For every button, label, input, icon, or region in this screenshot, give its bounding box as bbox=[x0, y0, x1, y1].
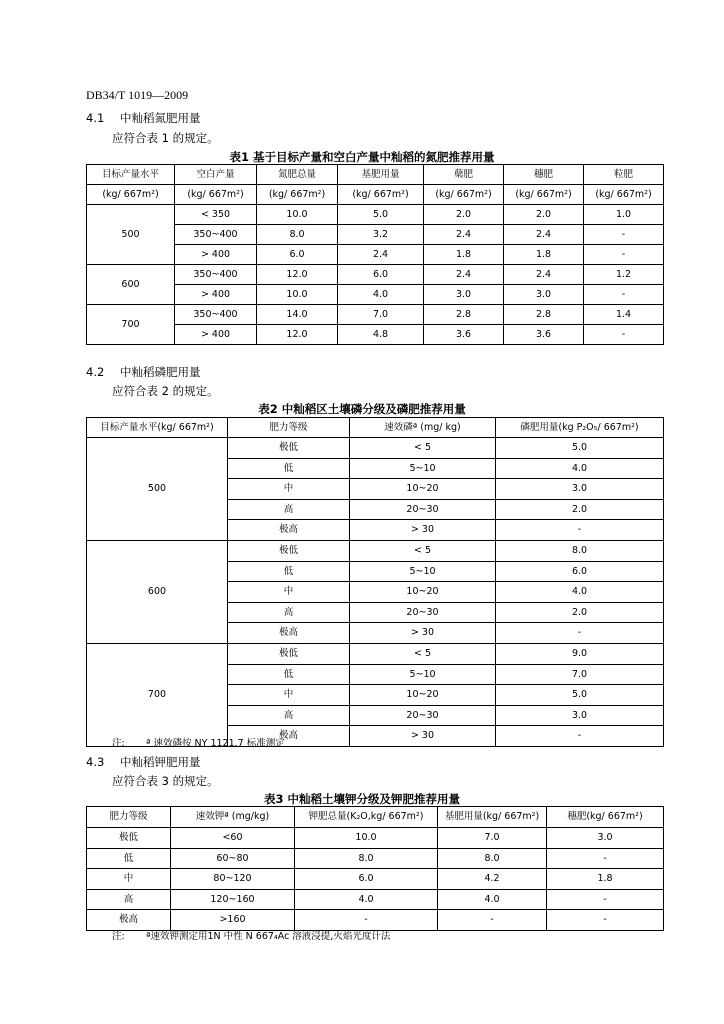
section-4-1-heading bbox=[86, 110, 201, 126]
table2-header-cell: 肥力等级 bbox=[228, 418, 350, 438]
table-cell: 4.0 bbox=[338, 285, 424, 305]
target-yield-level: 600 bbox=[87, 540, 228, 643]
section-number: 4.1 bbox=[86, 111, 105, 125]
table-cell: 6.0 bbox=[496, 561, 664, 582]
table3-caption: 表3 中籼稻土壤钾分级及钾肥推荐用量 bbox=[263, 792, 460, 806]
table-cell: 4.0 bbox=[496, 582, 664, 603]
table-cell: 4.0 bbox=[438, 889, 547, 910]
section-4-2-heading bbox=[86, 364, 201, 380]
section-number: 4.2 bbox=[86, 365, 105, 379]
section-4-1-text: 应符合表 1 的规定。 bbox=[112, 131, 219, 145]
table-row bbox=[87, 265, 664, 285]
table-cell: 极高 bbox=[228, 520, 350, 541]
section-title: 中籼稻氮肥用量 bbox=[120, 111, 201, 125]
table-cell: - bbox=[584, 325, 664, 345]
document-code: DB34/T 1019—2009 bbox=[86, 88, 189, 102]
table-cell: 10~20 bbox=[350, 582, 496, 603]
table-cell: - bbox=[547, 910, 664, 931]
table-cell: - bbox=[438, 910, 547, 931]
table-cell: - bbox=[584, 245, 664, 265]
table-cell: > 30 bbox=[350, 726, 496, 747]
table-cell: - bbox=[496, 520, 664, 541]
table-cell: 2.0 bbox=[424, 205, 504, 225]
table-cell: 2.4 bbox=[424, 265, 504, 285]
table-cell: 中 bbox=[228, 479, 350, 500]
table-cell: 7.0 bbox=[438, 828, 547, 849]
target-yield-level: 500 bbox=[87, 438, 228, 541]
table-cell: 1.0 bbox=[584, 205, 664, 225]
table-cell: 高 bbox=[87, 889, 171, 910]
table-cell: 低 bbox=[228, 561, 350, 582]
table-cell: - bbox=[547, 848, 664, 869]
table-cell: 5.0 bbox=[338, 205, 424, 225]
table-row bbox=[87, 305, 664, 325]
note-label: 注: bbox=[112, 931, 125, 942]
table-cell: 高 bbox=[228, 499, 350, 520]
table-cell: 10.0 bbox=[257, 205, 338, 225]
table3-header-cell: 穗肥(kg/ 667m²) bbox=[547, 807, 664, 828]
table-row bbox=[87, 540, 664, 561]
table1-unit-cell: (kg/ 667m²) bbox=[504, 185, 584, 205]
table-cell: 1.8 bbox=[547, 869, 664, 890]
table-cell: 6.0 bbox=[295, 869, 438, 890]
table-cell: 120~160 bbox=[171, 889, 295, 910]
table-cell: 2.8 bbox=[424, 305, 504, 325]
table-cell: < 5 bbox=[350, 438, 496, 459]
table-cell: 高 bbox=[228, 602, 350, 623]
table-cell: 极高 bbox=[228, 623, 350, 644]
table-cell: 350~400 bbox=[175, 305, 257, 325]
table-cell: 350~400 bbox=[175, 265, 257, 285]
section-number: 4.3 bbox=[86, 755, 105, 769]
table-cell: 6.0 bbox=[338, 265, 424, 285]
table-cell: 4.8 bbox=[338, 325, 424, 345]
table-cell: 中 bbox=[228, 582, 350, 603]
table-cell: >160 bbox=[171, 910, 295, 931]
table-cell: 1.2 bbox=[584, 265, 664, 285]
table2-caption: 表2 中籼稻区土壤磷分级及磷肥推荐用量 bbox=[258, 402, 466, 416]
table3-header-cell: 肥力等级 bbox=[87, 807, 171, 828]
table1-header-cell: 蘖肥 bbox=[424, 165, 504, 185]
table1-unit-cell: (kg/ 667m²) bbox=[257, 185, 338, 205]
table-cell: 3.0 bbox=[496, 705, 664, 726]
table-cell: 极低 bbox=[228, 540, 350, 561]
section-4-3-heading bbox=[86, 754, 201, 770]
table2-phosphorus bbox=[86, 417, 664, 747]
note-text: ª速效钾测定用1N 中性 N 667₄Ac 溶液浸提,火焰光度计法 bbox=[146, 931, 391, 942]
table-cell: 2.8 bbox=[504, 305, 584, 325]
table-cell: 极高 bbox=[87, 910, 171, 931]
table-cell: 3.0 bbox=[547, 828, 664, 849]
section-4-3-text: 应符合表 3 的规定。 bbox=[112, 774, 219, 788]
table-cell: 7.0 bbox=[338, 305, 424, 325]
section-4-2-text: 应符合表 2 的规定。 bbox=[112, 384, 219, 398]
note-text: ª 速效磷按 NY 1121.7 标准测定 bbox=[146, 738, 285, 749]
table1-unit-row bbox=[87, 185, 664, 205]
table-cell: 8.0 bbox=[496, 540, 664, 561]
table2-note bbox=[112, 735, 285, 749]
table-cell: 14.0 bbox=[257, 305, 338, 325]
table-cell: 9.0 bbox=[496, 643, 664, 664]
table-cell: 12.0 bbox=[257, 265, 338, 285]
table3-header-cell: 速效钾ª (mg/kg) bbox=[171, 807, 295, 828]
table-cell: > 400 bbox=[175, 245, 257, 265]
table-cell: 80~120 bbox=[171, 869, 295, 890]
table1-unit-cell: (kg/ 667m²) bbox=[424, 185, 504, 205]
table-cell: 10~20 bbox=[350, 685, 496, 706]
table1-header-cell: 穗肥 bbox=[504, 165, 584, 185]
table1-unit-cell: (kg/ 667m²) bbox=[584, 185, 664, 205]
table-cell: 高 bbox=[228, 705, 350, 726]
table-cell: 5.0 bbox=[496, 685, 664, 706]
table-cell: 5~10 bbox=[350, 664, 496, 685]
table-cell: 8.0 bbox=[295, 848, 438, 869]
table-cell: 4.2 bbox=[438, 869, 547, 890]
table1-unit-cell: (kg/ 667m²) bbox=[175, 185, 257, 205]
table-cell: 低 bbox=[228, 458, 350, 479]
table-row bbox=[87, 438, 664, 459]
target-yield-level: 700 bbox=[87, 305, 175, 345]
table3-header-cell: 钾肥总量(K₂O,kg/ 667m²) bbox=[295, 807, 438, 828]
table2-header-cell: 目标产量水平(kg/ 667m²) bbox=[87, 418, 228, 438]
table-cell: 1.8 bbox=[424, 245, 504, 265]
table1-header-cell: 目标产量水平 bbox=[87, 165, 175, 185]
table-cell: - bbox=[295, 910, 438, 931]
table3-potassium bbox=[86, 806, 664, 931]
table1-unit-cell: (kg/ 667m²) bbox=[87, 185, 175, 205]
table3-header-cell: 基肥用量(kg/ 667m²) bbox=[438, 807, 547, 828]
table-cell: 3.2 bbox=[338, 225, 424, 245]
target-yield-level: 600 bbox=[87, 265, 175, 305]
table-row bbox=[87, 828, 664, 849]
table-cell: 极低 bbox=[87, 828, 171, 849]
table-cell: 5.0 bbox=[496, 438, 664, 459]
table-row bbox=[87, 848, 664, 869]
table2-header-cell: 速效磷ª (mg/ kg) bbox=[350, 418, 496, 438]
table3-header-row bbox=[87, 807, 664, 828]
table1-header-cell: 氮肥总量 bbox=[257, 165, 338, 185]
table-row bbox=[87, 869, 664, 890]
table-cell: 1.8 bbox=[504, 245, 584, 265]
table-cell: 10~20 bbox=[350, 479, 496, 500]
table-cell: 3.6 bbox=[504, 325, 584, 345]
table-cell: 3.0 bbox=[424, 285, 504, 305]
table-row bbox=[87, 205, 664, 225]
table-cell: 20~30 bbox=[350, 499, 496, 520]
table-cell: < 5 bbox=[350, 643, 496, 664]
table-cell: 2.4 bbox=[338, 245, 424, 265]
target-yield-level: 500 bbox=[87, 205, 175, 265]
table-cell: < 350 bbox=[175, 205, 257, 225]
table-cell: 2.4 bbox=[424, 225, 504, 245]
table-cell: 中 bbox=[228, 685, 350, 706]
table2-header-cell: 磷肥用量(kg P₂O₅/ 667m²) bbox=[496, 418, 664, 438]
table-cell: - bbox=[584, 225, 664, 245]
table-cell: 20~30 bbox=[350, 705, 496, 726]
table1-nitrogen bbox=[86, 164, 664, 345]
table-cell: - bbox=[496, 623, 664, 644]
table-cell: 2.4 bbox=[504, 225, 584, 245]
table-cell: 350~400 bbox=[175, 225, 257, 245]
table-cell: 5~10 bbox=[350, 561, 496, 582]
table-row bbox=[87, 643, 664, 664]
table-cell: 7.0 bbox=[496, 664, 664, 685]
table-cell: 2.0 bbox=[504, 205, 584, 225]
table-cell: 60~80 bbox=[171, 848, 295, 869]
table-cell: 8.0 bbox=[257, 225, 338, 245]
table-cell: 5~10 bbox=[350, 458, 496, 479]
table-cell: 3.0 bbox=[496, 479, 664, 500]
table-cell: 低 bbox=[87, 848, 171, 869]
table-cell: 10.0 bbox=[295, 828, 438, 849]
table-cell: - bbox=[547, 889, 664, 910]
table-cell: 中 bbox=[87, 869, 171, 890]
target-yield-level: 700 bbox=[87, 643, 228, 746]
table-cell: 极低 bbox=[228, 438, 350, 459]
table-cell: < 5 bbox=[350, 540, 496, 561]
table-cell: > 400 bbox=[175, 325, 257, 345]
table-cell: 极低 bbox=[228, 643, 350, 664]
table-cell: 2.0 bbox=[496, 499, 664, 520]
table-row bbox=[87, 889, 664, 910]
table-cell: 3.6 bbox=[424, 325, 504, 345]
table-cell: - bbox=[584, 285, 664, 305]
section-title: 中籼稻钾肥用量 bbox=[120, 755, 201, 769]
table3-note bbox=[112, 928, 390, 942]
table-cell: 6.0 bbox=[257, 245, 338, 265]
table-cell: 2.0 bbox=[496, 602, 664, 623]
table-cell: > 400 bbox=[175, 285, 257, 305]
table-cell: 4.0 bbox=[496, 458, 664, 479]
table-cell: 8.0 bbox=[438, 848, 547, 869]
table-cell: 20~30 bbox=[350, 602, 496, 623]
table-cell: - bbox=[496, 726, 664, 747]
table1-unit-cell: (kg/ 667m²) bbox=[338, 185, 424, 205]
table-cell: 低 bbox=[228, 664, 350, 685]
table-cell: 10.0 bbox=[257, 285, 338, 305]
table-cell: 2.4 bbox=[504, 265, 584, 285]
table1-header-cell: 空白产量 bbox=[175, 165, 257, 185]
table1-header-cell: 粒肥 bbox=[584, 165, 664, 185]
table-cell: 3.0 bbox=[504, 285, 584, 305]
table1-header-row bbox=[87, 165, 664, 185]
table-cell: 12.0 bbox=[257, 325, 338, 345]
table2-header-row bbox=[87, 418, 664, 438]
table-cell: <60 bbox=[171, 828, 295, 849]
table-cell: 1.4 bbox=[584, 305, 664, 325]
table-cell: 极高 bbox=[228, 726, 350, 747]
table-cell: > 30 bbox=[350, 520, 496, 541]
note-label: 注: bbox=[112, 738, 125, 749]
table-cell: 4.0 bbox=[295, 889, 438, 910]
table1-header-cell: 基肥用量 bbox=[338, 165, 424, 185]
table-cell: > 30 bbox=[350, 623, 496, 644]
table1-caption: 表1 基于目标产量和空白产量中籼稻的氮肥推荐用量 bbox=[229, 150, 495, 164]
section-title: 中籼稻磷肥用量 bbox=[120, 365, 201, 379]
